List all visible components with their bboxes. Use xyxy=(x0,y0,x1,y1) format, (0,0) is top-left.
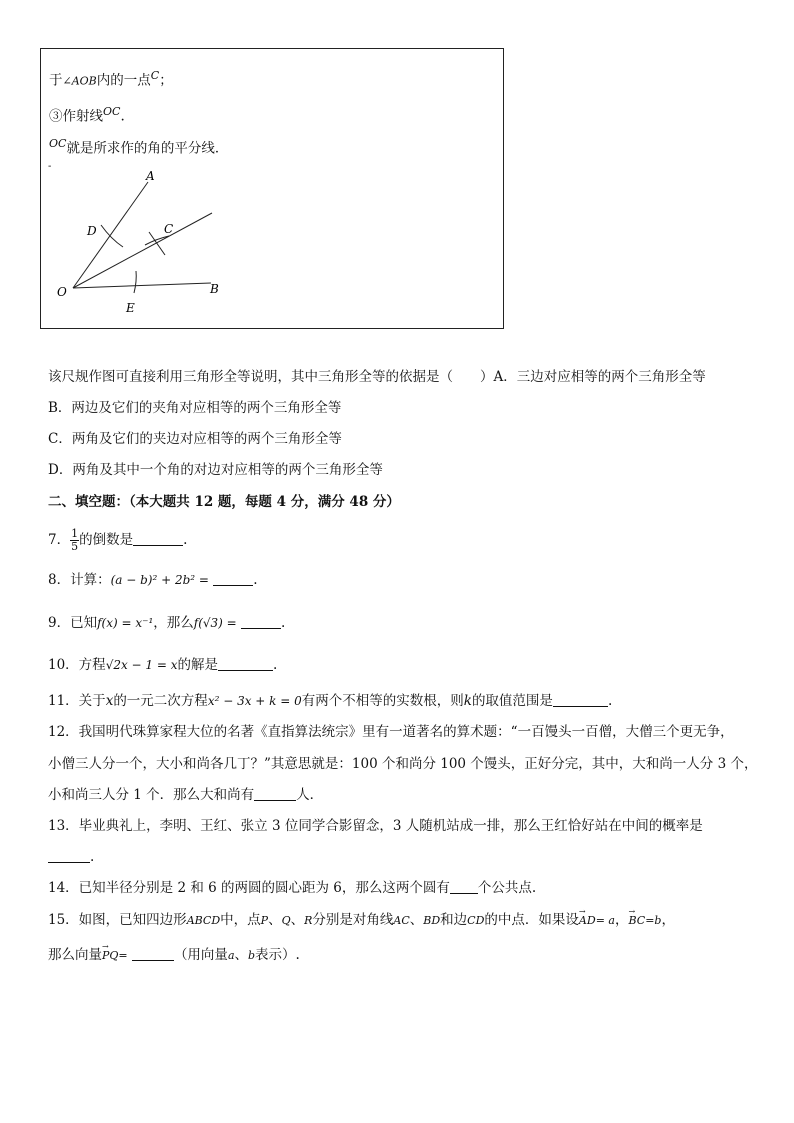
q6-option-b: B．两边及它们的夹角对应相等的两个三角形全等 xyxy=(48,400,342,416)
q-number: 10．方程 xyxy=(48,657,106,673)
text: 有两个不相等的实数根，则 xyxy=(301,693,464,709)
dash-mark: - xyxy=(48,161,52,172)
label-e: E xyxy=(126,301,135,315)
text: 个公共点. xyxy=(477,880,537,896)
answer-blank[interactable] xyxy=(48,850,90,863)
text: 的中点．如果设 xyxy=(484,912,579,928)
arc-e xyxy=(134,271,136,293)
label-o: O xyxy=(57,285,67,299)
text: 的取值范围是 xyxy=(471,693,553,709)
q-number: 9．已知 xyxy=(48,615,98,631)
q12-line3 xyxy=(48,786,323,804)
question-7 xyxy=(48,528,187,553)
q12-line2: 小僧三人分一个，大小和尚各几丁？”其意思就是：100 个和尚分 100 个馒头，正好分完，其中，大和尚一人分 3 个， xyxy=(48,756,758,772)
answer-blank[interactable] xyxy=(553,694,608,707)
expression: √2x − 1 = x xyxy=(105,658,178,672)
q6-option-c: C．两角及它们的夹边对应相等的两个三角形全等 xyxy=(48,431,342,447)
text: . xyxy=(281,615,286,631)
q6-stem: 该尺规作图可直接利用三角形全等说明，其中三角形全等的依据是（ ）A．三边对应相等的两个三角形全等 xyxy=(48,369,706,385)
text: 、 xyxy=(234,947,248,963)
text: 人． xyxy=(296,787,324,803)
text: 11．关于 xyxy=(48,693,106,709)
numerator: 1 xyxy=(71,527,79,540)
variable-k: k xyxy=(463,693,472,709)
text: 作射线 xyxy=(62,108,103,125)
question-14 xyxy=(48,879,536,897)
q15-line1 xyxy=(48,911,675,930)
text: 的一元二次方程 xyxy=(113,693,208,709)
section2-heading: 二、填空题：（本大题共 12 题，每题 4 分，满分 48 分） xyxy=(48,494,400,510)
text: 那么向量 xyxy=(48,947,102,963)
side-cd: CD xyxy=(467,914,485,927)
label-a: A xyxy=(146,169,155,183)
circled-number: ③ xyxy=(49,108,63,125)
q15-line2 xyxy=(48,946,300,965)
point-c: C xyxy=(150,69,160,82)
fraction-one-fifth xyxy=(70,528,79,553)
quad-abcd: ABCD xyxy=(186,914,221,927)
label-d: D xyxy=(87,224,97,238)
label-b: B xyxy=(210,282,219,296)
text: （用向量 xyxy=(173,947,228,963)
text: ； xyxy=(159,72,173,89)
answer-blank[interactable] xyxy=(254,788,296,801)
text: . xyxy=(273,657,278,673)
vector-b: b xyxy=(248,949,256,962)
q13-line1: 13．毕业典礼上，李明、王红、张立 3 位同学合影留念，3 人随机站成一排，那么王红恰好站在中间的概率是 xyxy=(48,818,703,834)
ray-ob xyxy=(73,283,211,288)
answer-blank[interactable] xyxy=(133,533,183,546)
text: 分别是对角线 xyxy=(312,912,394,928)
diagonal-bd: BD xyxy=(423,914,441,927)
expression: x² − 3x + k = 0 xyxy=(207,694,302,708)
text: . xyxy=(120,108,125,125)
label-c: C xyxy=(164,222,174,236)
denominator: 5 xyxy=(71,540,79,553)
point-q: Q xyxy=(281,914,291,927)
variable-x: x xyxy=(105,693,114,709)
text: ，那么 xyxy=(153,615,194,631)
equation: = a xyxy=(595,914,615,927)
expression: f(x) = x⁻¹ xyxy=(97,616,154,630)
q12-line1: 12．我国明代珠算家程大位的名著《直指算法统宗》里有一道著名的算术题：“一百馒头一百僧，大僧三个更无争， xyxy=(48,724,734,740)
point-r: R xyxy=(304,914,313,927)
ray-oc: OC xyxy=(103,105,121,118)
expression: (a − b)² + 2b² = xyxy=(110,573,209,587)
angle-aob: ∠AOB xyxy=(62,74,97,88)
text: 表示）. xyxy=(255,947,300,963)
arc-c-1 xyxy=(149,232,165,255)
text: 小和尚三人分 1 个．那么大和尚有 xyxy=(48,787,255,803)
text: 14．已知半径分别是 2 和 6 的两圆的圆心距为 6，那么这两个圆有 xyxy=(48,880,450,896)
answer-blank[interactable] xyxy=(450,881,478,894)
vector-a: a xyxy=(227,949,235,962)
text: . xyxy=(607,693,613,709)
ray-oc: OC xyxy=(49,137,67,150)
text: ， xyxy=(614,912,629,928)
text: . xyxy=(183,532,188,548)
question-11 xyxy=(48,692,612,710)
text: 、 xyxy=(409,912,424,928)
q-number: 8．计算： xyxy=(48,572,111,588)
answer-blank[interactable] xyxy=(218,658,273,671)
vector-pq: → PQ xyxy=(102,947,118,965)
answer-blank[interactable] xyxy=(213,573,253,586)
answer-blank[interactable] xyxy=(241,616,281,629)
text: 内的一点 xyxy=(96,72,151,89)
expression: f(√3) = xyxy=(193,616,237,630)
answer-blank[interactable] xyxy=(132,948,174,961)
text: ， xyxy=(661,912,675,928)
diagonal-ac: AC xyxy=(393,914,410,927)
q-number: 7． xyxy=(48,532,71,548)
equation: = xyxy=(118,949,128,962)
vector-ad: → AD xyxy=(579,912,596,930)
angle-bisector-figure xyxy=(41,49,503,328)
question-10 xyxy=(48,656,277,674)
q6-option-d: D．两角及其中一个角的对边对应相等的两个三角形全等 xyxy=(48,462,383,478)
vector-bc: → BC xyxy=(628,912,645,930)
text: 、 xyxy=(290,912,305,928)
text: 的倒数是 xyxy=(79,532,134,548)
equation: =b xyxy=(645,914,662,927)
solution-box xyxy=(40,48,504,329)
text: 就是所求作的角的平分线． xyxy=(66,140,229,157)
text: 的解是 xyxy=(177,657,219,673)
text: 和边 xyxy=(440,912,468,928)
question-9 xyxy=(48,614,285,632)
question-8 xyxy=(48,571,258,589)
text: 中，点 xyxy=(220,912,261,928)
text: . xyxy=(253,572,258,588)
text: . xyxy=(90,849,95,865)
text: 、 xyxy=(268,912,282,928)
ray-oa xyxy=(73,182,148,288)
text: 于 xyxy=(49,72,63,89)
q13-line2 xyxy=(48,848,94,866)
text: 15．如图，已知四边形 xyxy=(48,912,187,928)
point-p: P xyxy=(260,914,269,927)
